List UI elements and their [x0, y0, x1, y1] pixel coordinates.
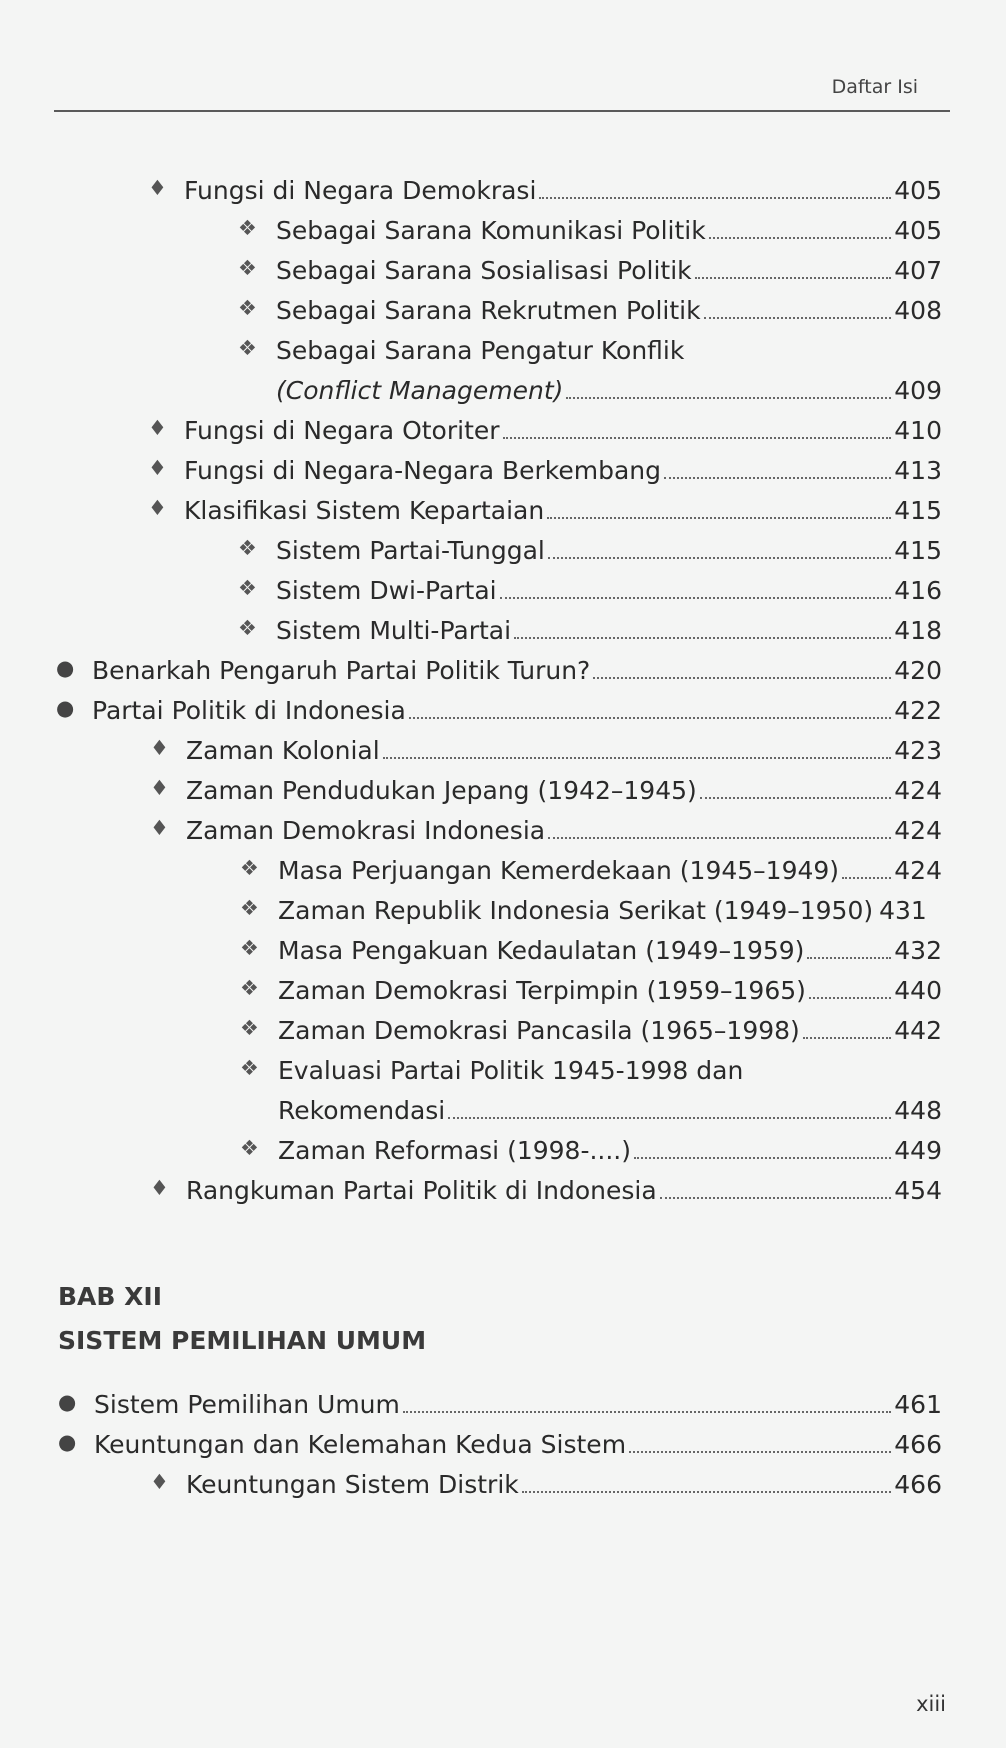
toc-entry	[0, 1470, 1006, 1514]
header-rule	[54, 110, 950, 112]
toc-entry-title: Fungsi di Negara-Negara Berkembang	[184, 456, 661, 485]
toc-entry	[0, 1136, 1006, 1180]
toc-entry-title: Sebagai Sarana Komunikasi Politik	[276, 216, 706, 245]
toc-entry-title: Masa Perjuangan Kemerdekaan (1945–1949)	[278, 856, 840, 885]
toc-entry	[0, 576, 1006, 620]
four-diamond-bullet-icon: ❖	[238, 216, 257, 240]
dot-leader	[842, 863, 891, 879]
toc-entry	[0, 656, 1006, 700]
bullet-icon: ●	[58, 1390, 77, 1414]
dot-leader	[500, 583, 892, 599]
bullet-icon: ●	[56, 656, 75, 680]
four-diamond-bullet-icon: ❖	[238, 576, 257, 600]
dot-leader	[695, 263, 892, 279]
page-number: xiii	[916, 1692, 946, 1716]
bullet-icon: ●	[56, 696, 75, 720]
diamond-bullet-icon: ♦	[148, 496, 167, 520]
toc-page-number: 407	[894, 256, 942, 285]
toc-entry	[0, 1390, 1006, 1434]
toc-entry-title: Sebagai Sarana Sosialisasi Politik	[276, 256, 692, 285]
toc-page-number: 424	[894, 776, 942, 805]
toc-page-number: 410	[894, 416, 942, 445]
toc-page-number: 415	[894, 496, 942, 525]
dot-leader	[634, 1143, 891, 1159]
dot-leader	[448, 1103, 891, 1119]
toc-page-number: 422	[894, 696, 942, 725]
toc-page-number: 448	[894, 1096, 942, 1125]
four-diamond-bullet-icon: ❖	[238, 256, 257, 280]
toc-entry-title: Evaluasi Partai Politik 1945-1998 dan	[278, 1056, 744, 1085]
four-diamond-bullet-icon: ❖	[240, 856, 259, 880]
toc-entry-title: Sistem Pemilihan Umum	[94, 1390, 400, 1419]
dot-leader	[522, 1477, 892, 1493]
toc-page-number: 442	[894, 1016, 942, 1045]
toc-entry	[0, 176, 1006, 220]
toc-entry	[0, 936, 1006, 980]
toc-entry	[0, 296, 1006, 340]
diamond-bullet-icon: ♦	[150, 736, 169, 760]
toc-page-number: 415	[894, 536, 942, 565]
toc-entry-title: Zaman Demokrasi Indonesia	[186, 816, 546, 845]
running-header: Daftar Isi	[831, 76, 918, 98]
chapter-number: BAB XII	[58, 1282, 163, 1311]
toc-entry-title: Keuntungan Sistem Distrik	[186, 1470, 519, 1499]
toc-entry-title: Zaman Pendudukan Jepang (1942–1945)	[186, 776, 697, 805]
toc-entry-continuation	[0, 1096, 1006, 1140]
four-diamond-bullet-icon: ❖	[238, 616, 257, 640]
dot-leader	[700, 783, 892, 799]
chapter-title: SISTEM PEMILIHAN UMUM	[58, 1326, 427, 1355]
diamond-bullet-icon: ♦	[148, 456, 167, 480]
diamond-bullet-icon: ♦	[148, 176, 167, 200]
dot-leader	[593, 663, 891, 679]
toc-entry	[0, 776, 1006, 820]
toc-entry-title: Zaman Demokrasi Terpimpin (1959–1965)	[278, 976, 806, 1005]
diamond-bullet-icon: ♦	[150, 816, 169, 840]
dot-leader	[548, 823, 891, 839]
dot-leader	[514, 623, 891, 639]
toc-entry	[0, 896, 1006, 940]
toc-entry-title: Rangkuman Partai Politik di Indonesia	[186, 1176, 657, 1205]
dot-leader	[409, 703, 892, 719]
toc-entry	[0, 256, 1006, 300]
toc-page-number: 424	[894, 816, 942, 845]
diamond-bullet-icon: ♦	[150, 1176, 169, 1200]
diamond-bullet-icon: ♦	[148, 416, 167, 440]
toc-entry-title: Zaman Reformasi (1998-....)	[278, 1136, 632, 1165]
toc-entry-title: Benarkah Pengaruh Partai Politik Turun?	[92, 656, 591, 685]
toc-entry-title: Klasifikasi Sistem Kepartaian	[184, 496, 545, 525]
toc-entry	[0, 1056, 1006, 1100]
toc-page-number: 440	[894, 976, 942, 1005]
toc-entry	[0, 216, 1006, 260]
dot-leader	[807, 943, 891, 959]
toc-entry	[0, 736, 1006, 780]
toc-entry	[0, 816, 1006, 860]
toc-entry-title: Zaman Kolonial	[186, 736, 380, 765]
dot-leader	[809, 983, 891, 999]
toc-page-number: 432	[894, 936, 942, 965]
four-diamond-bullet-icon: ❖	[240, 1136, 259, 1160]
toc-entry-title: Rekomendasi	[278, 1096, 446, 1125]
toc-entry	[0, 1016, 1006, 1060]
dot-leader	[660, 1183, 892, 1199]
toc-page-number: 405	[894, 176, 942, 205]
four-diamond-bullet-icon: ❖	[240, 976, 259, 1000]
toc-entry	[0, 336, 1006, 380]
four-diamond-bullet-icon: ❖	[238, 536, 257, 560]
four-diamond-bullet-icon: ❖	[240, 1056, 259, 1080]
toc-entry-title: Sistem Partai-Tunggal	[276, 536, 545, 565]
toc-page-number: 449	[894, 1136, 942, 1165]
toc-entry-title: Zaman Republik Indonesia Serikat (1949–1950)	[278, 896, 874, 925]
toc-entry	[0, 696, 1006, 740]
dot-leader	[704, 303, 892, 319]
toc-page-number: 408	[894, 296, 942, 325]
toc-entry-continuation	[0, 376, 1006, 420]
dot-leader	[403, 1397, 891, 1413]
bullet-icon: ●	[58, 1430, 77, 1454]
toc-page-number: 454	[894, 1176, 942, 1205]
dot-leader	[566, 383, 891, 399]
toc-entry-title: Fungsi di Negara Demokrasi	[184, 176, 537, 205]
toc-entry	[0, 1430, 1006, 1474]
toc-page-number: 420	[894, 656, 942, 685]
toc-entry-title: Sistem Dwi-Partai	[276, 576, 497, 605]
toc-page-number: 409	[894, 376, 942, 405]
toc-page-number: 466	[894, 1430, 942, 1459]
toc-entry-title: Masa Pengakuan Kedaulatan (1949–1959)	[278, 936, 805, 965]
toc-entry-title: Sebagai Sarana Pengatur Konflik	[276, 336, 685, 365]
toc-entry-title: Sebagai Sarana Rekrutmen Politik	[276, 296, 701, 325]
four-diamond-bullet-icon: ❖	[240, 1016, 259, 1040]
dot-leader	[664, 463, 891, 479]
toc-page-number: 424	[894, 856, 942, 885]
four-diamond-bullet-icon: ❖	[240, 896, 259, 920]
diamond-bullet-icon: ♦	[150, 1470, 169, 1494]
toc-entry-title: (Conflict Management)	[276, 376, 564, 405]
toc-entry	[0, 616, 1006, 660]
dot-leader	[383, 743, 892, 759]
toc-page-number: 461	[894, 1390, 942, 1419]
toc-entry-title: Sistem Multi-Partai	[276, 616, 512, 645]
dot-leader	[548, 543, 891, 559]
toc-entry-title: Fungsi di Negara Otoriter	[184, 416, 500, 445]
toc-entry	[0, 456, 1006, 500]
toc-entry	[0, 976, 1006, 1020]
toc-entry-title: Partai Politik di Indonesia	[92, 696, 406, 725]
diamond-bullet-icon: ♦	[150, 776, 169, 800]
dot-leader	[629, 1437, 891, 1453]
dot-leader	[503, 423, 892, 439]
dot-leader	[803, 1023, 891, 1039]
toc-page-number: 413	[894, 456, 942, 485]
toc-page-number: 405	[894, 216, 942, 245]
toc-page-number: 431	[879, 896, 927, 925]
dot-leader	[539, 183, 891, 199]
toc-page-number: 416	[894, 576, 942, 605]
toc-entry-title: Zaman Demokrasi Pancasila (1965–1998)	[278, 1016, 800, 1045]
toc-entry	[0, 416, 1006, 460]
toc-entry	[0, 536, 1006, 580]
toc-entry	[0, 1176, 1006, 1220]
toc-entry-title: Keuntungan dan Kelemahan Kedua Sistem	[94, 1430, 627, 1459]
toc-entry	[0, 856, 1006, 900]
four-diamond-bullet-icon: ❖	[240, 936, 259, 960]
four-diamond-bullet-icon: ❖	[238, 296, 257, 320]
toc-page-number: 466	[894, 1470, 942, 1499]
toc-entry	[0, 496, 1006, 540]
dot-leader	[547, 503, 891, 519]
dot-leader	[709, 223, 892, 239]
four-diamond-bullet-icon: ❖	[238, 336, 257, 360]
toc-page-number: 418	[894, 616, 942, 645]
toc-page-number: 423	[894, 736, 942, 765]
